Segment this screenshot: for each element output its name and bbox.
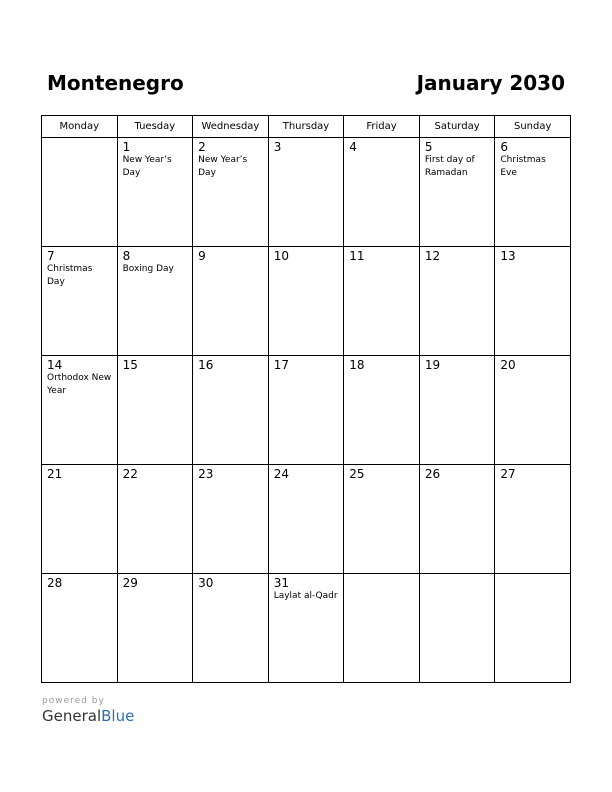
holiday-label: New Year’s Day [122,155,172,178]
day-cell [193,138,269,247]
day-cell [193,247,269,356]
day-cell [344,574,420,683]
logo-blue-text: Blue [101,707,135,725]
day-number: 12 [424,249,441,263]
day-number: 28 [47,576,63,590]
day-number: 11 [349,249,365,263]
day-cell [117,138,193,247]
holiday-label: Orthodox New Year [47,373,112,396]
day-number: 31 [273,576,289,590]
day-cell [419,356,495,465]
day-number: 29 [122,576,138,590]
day-cell [117,574,193,683]
day-cell [419,138,495,247]
footer-branding [42,696,134,725]
week-row [42,574,571,683]
day-number: 27 [500,467,516,481]
day-number: 16 [198,358,214,372]
day-cell [268,574,344,683]
day-number: 30 [198,576,214,590]
calendar-grid [41,115,571,683]
day-number: 13 [500,249,516,263]
calendar-body [42,138,571,683]
day-number: 5 [424,140,433,154]
day-cell [117,356,193,465]
day-number: 18 [349,358,365,372]
day-number: 2 [198,140,206,154]
day-cell [495,356,571,465]
day-cell [268,465,344,574]
day-cell [117,465,193,574]
holiday-label: Boxing Day [122,264,174,274]
day-number: 14 [47,358,63,372]
day-cell [495,138,571,247]
day-cell [268,356,344,465]
week-row [42,138,571,247]
weekday-header: Saturday [419,116,495,138]
week-row [42,356,571,465]
day-cell [419,247,495,356]
day-number: 20 [500,358,516,372]
day-cell [344,356,420,465]
holiday-label: First day of Ramadan [424,155,475,178]
day-cell [268,138,344,247]
day-number: 17 [273,358,289,372]
day-cell [117,247,193,356]
weekday-header: Tuesday [117,116,193,138]
day-cell [419,465,495,574]
day-cell [42,574,118,683]
day-cell [193,356,269,465]
logo-general-text: General [42,707,102,725]
day-number: 26 [424,467,441,481]
day-number: 8 [122,249,131,263]
weekday-header: Friday [344,116,420,138]
day-number: 15 [122,358,138,372]
week-row [42,247,571,356]
day-number: 7 [47,249,55,263]
weekday-header-row [42,116,571,138]
day-cell [344,247,420,356]
day-number: 21 [47,467,63,481]
day-number: 10 [273,249,289,263]
day-cell [42,138,118,247]
holiday-label: Laylat al-Qadr [273,591,338,601]
day-number: 9 [198,249,206,263]
day-number: 6 [500,140,509,154]
day-number: 22 [122,467,138,481]
day-cell [495,465,571,574]
day-number: 24 [273,467,289,481]
holiday-label: Christmas Day [47,264,93,287]
day-cell [42,465,118,574]
day-cell [193,465,269,574]
day-number: 23 [198,467,214,481]
weekday-header: Sunday [495,116,571,138]
day-number: 19 [424,358,441,372]
weekday-header: Thursday [268,116,344,138]
holiday-label: New Year’s Day [198,155,248,178]
week-row [42,465,571,574]
day-cell [42,247,118,356]
day-number: 3 [273,140,282,154]
day-cell [268,247,344,356]
holiday-label: Christmas Eve [500,155,546,178]
country-title: Montenegro [47,71,184,95]
day-cell [419,574,495,683]
day-number: 4 [349,140,357,154]
day-cell [495,574,571,683]
month-title: January 2030 [416,71,565,95]
day-number: 1 [122,140,131,154]
day-cell [42,356,118,465]
day-cell [344,465,420,574]
powered-by-text: powered by [42,696,105,706]
day-cell [495,247,571,356]
day-cell [344,138,420,247]
day-number: 25 [349,467,365,481]
weekday-header: Monday [42,116,118,138]
generalblue-logo [42,707,134,725]
day-cell [193,574,269,683]
weekday-header: Wednesday [193,116,269,138]
